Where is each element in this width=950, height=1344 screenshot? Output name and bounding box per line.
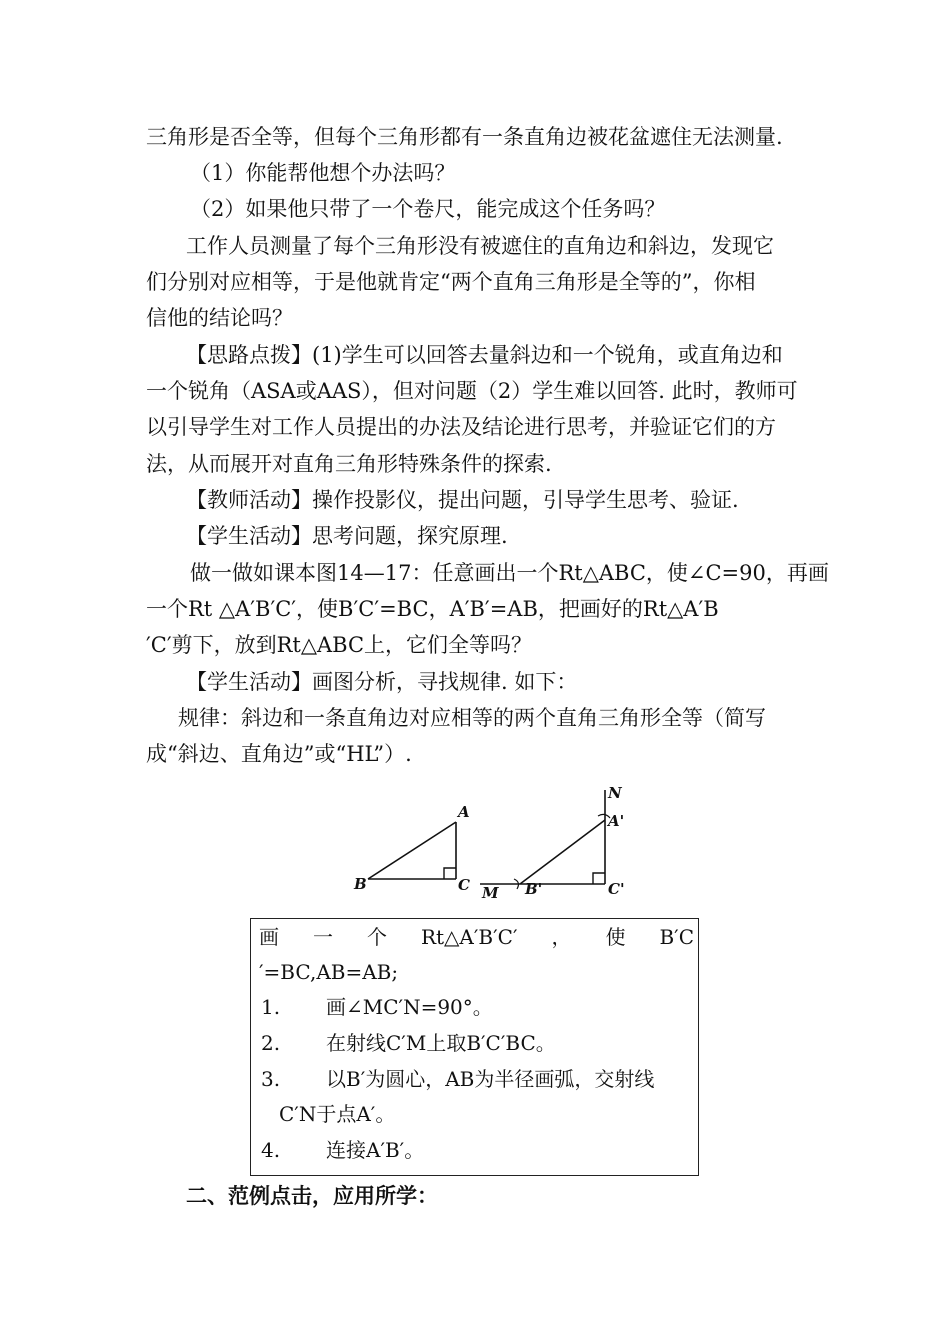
step-number: 2. — [261, 1031, 281, 1055]
construction-steps-box — [250, 918, 699, 1176]
intro-word: 使 — [605, 925, 626, 949]
label-m: M — [482, 884, 499, 902]
right-angle-mark — [444, 868, 456, 879]
triangle-construction-figure — [340, 782, 640, 907]
step-text: 连接A′B′。 — [326, 1138, 425, 1162]
label-a-prime: A' — [608, 812, 625, 830]
question-2: （2）如果他只带了一个卷尺，能完成这个任务吗？ — [190, 197, 666, 221]
triangle-abc — [353, 803, 470, 894]
rule-paragraph-line: 规律：斜边和一条直角边对应相等的两个直角三角形全等（简写 — [178, 706, 766, 730]
label-n: N — [608, 784, 622, 802]
hint-paragraph-line: 一个锐角（ASA或AAS），但对问题（2）学生难以回答. 此时，教师可 — [146, 379, 798, 403]
intro-word: Rt△A′B′C′ — [420, 925, 518, 949]
label-b-prime: B' — [525, 880, 543, 898]
teacher-activity: 【教师活动】操作投影仪，提出问题，引导学生思考、验证. — [186, 488, 739, 512]
paragraph-line: 三角形是否全等，但每个三角形都有一条直角边被花盆遮住无法测量. — [146, 125, 783, 149]
step-number: 3. — [261, 1067, 281, 1091]
paragraph-line: 们分别对应相等，于是他就肯定“两个直角三角形是全等的”，你相 — [146, 270, 756, 294]
step-text-continued: C′N于点A′。 — [279, 1102, 396, 1126]
steps-intro-line: ′=BC,AB=AB; — [259, 960, 399, 984]
intro-word: 画 — [259, 925, 279, 949]
paragraph-line: 工作人员测量了每个三角形没有被遮住的直角边和斜边，发现它 — [186, 234, 774, 258]
label-c-prime: C' — [608, 880, 625, 898]
step-number: 1. — [261, 995, 281, 1019]
steps-intro-line — [259, 923, 694, 951]
label-c: C — [458, 876, 470, 894]
question-1: （1）你能帮他想个办法吗？ — [190, 161, 456, 185]
intro-word: 个 — [366, 925, 387, 949]
section-heading: 二、范例点击，应用所学： — [186, 1183, 438, 1208]
step-text: 在射线C′M上取B′C′BC。 — [326, 1031, 556, 1055]
intro-word: ， — [551, 925, 572, 949]
step-text: 画∠MC′N=90°。 — [326, 995, 493, 1019]
step-number: 4. — [261, 1138, 281, 1162]
hint-paragraph-line: 法，从而展开对直角三角形特殊条件的探索. — [146, 452, 552, 476]
label-b: B — [354, 875, 367, 893]
student-activity: 【学生活动】思考问题，探究原理. — [186, 524, 508, 548]
hint-paragraph-line: 【思路点拨】(1)学生可以回答去量斜边和一个锐角，或直角边和 — [186, 343, 783, 367]
rule-paragraph-line: 成“斜边、直角边”或“HL”）. — [146, 742, 412, 766]
right-angle-mark — [593, 873, 605, 884]
student-activity: 【学生活动】画图分析，寻找规律. 如下： — [186, 670, 578, 694]
triangle-a-prime-b-prime-c-prime — [480, 784, 625, 902]
hint-paragraph-line: 以引导学生对工作人员提出的办法及结论进行思考，并验证它们的方 — [146, 415, 776, 439]
activity-paragraph-line: 做一做如课本图14—17：任意画出一个Rt△ABC，使∠C=90，再画 — [190, 561, 829, 585]
activity-paragraph-line: ′C′剪下，放到Rt△ABC上，它们全等吗？ — [146, 633, 533, 657]
intro-word: B′C — [659, 925, 694, 949]
paragraph-line: 信他的结论吗？ — [146, 306, 293, 330]
intro-word: 一 — [312, 925, 333, 949]
step-text: 以B′为圆心，AB为半径画弧，交射线 — [326, 1067, 655, 1091]
label-a: A — [458, 803, 470, 821]
activity-paragraph-line: 一个Rt △A′B′C′，使B′C′=BC，A′B′=AB，把画好的Rt△A′B — [146, 597, 719, 621]
